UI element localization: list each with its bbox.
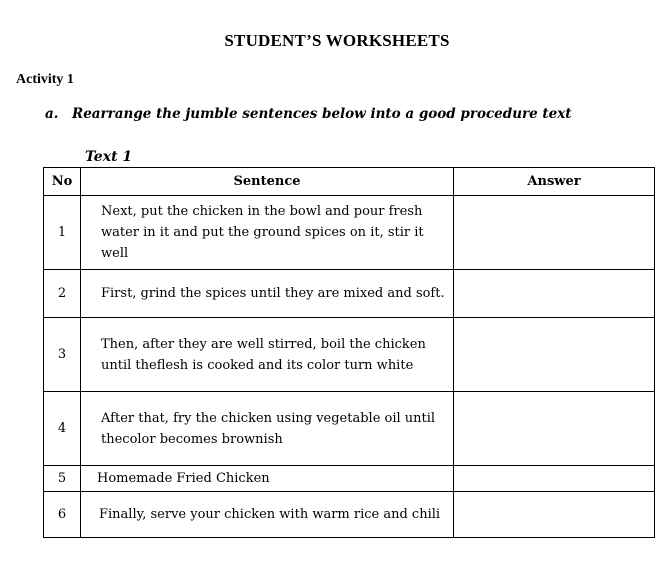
row-number: 4 (44, 392, 81, 466)
row-sentence: First, grind the spices until they are mixed and soft. (81, 270, 454, 318)
row-number: 1 (44, 196, 81, 270)
row-number: 2 (44, 270, 81, 318)
instruction-text: Rearrange the jumble sentences below into a good procedure text (72, 106, 572, 122)
table-header-row (44, 168, 655, 196)
table-row (44, 196, 655, 270)
header-answer: Answer (454, 168, 655, 196)
answer-cell[interactable] (454, 392, 655, 466)
table-row (44, 270, 655, 318)
header-no: No (44, 168, 81, 196)
answer-cell[interactable] (454, 270, 655, 318)
row-sentence: Finally, serve your chicken with warm rice and chili (81, 492, 454, 538)
instruction (45, 106, 572, 122)
worksheet-title: STUDENT’S WORKSHEETS (224, 31, 450, 50)
row-sentence: Then, after they are well stirred, boil the chicken until theflesh is cooked and its color turn white (81, 318, 454, 392)
row-sentence: After that, fry the chicken using vegetable oil until thecolor becomes brownish (81, 392, 454, 466)
row-number: 3 (44, 318, 81, 392)
answer-cell[interactable] (454, 196, 655, 270)
row-sentence: Next, put the chicken in the bowl and pour fresh water in it and put the ground spices on it, stir it well (81, 196, 454, 270)
header-sentence: Sentence (81, 168, 454, 196)
text-label: Text 1 (85, 149, 133, 165)
table-row (44, 318, 655, 392)
row-number: 6 (44, 492, 81, 538)
answer-cell[interactable] (454, 492, 655, 538)
row-number: 5 (44, 466, 81, 492)
activity-heading: Activity 1 (16, 72, 74, 87)
answer-cell[interactable] (454, 466, 655, 492)
table-row (44, 492, 655, 538)
sentence-table (43, 167, 655, 538)
table-row (44, 392, 655, 466)
table-row (44, 466, 655, 492)
instruction-marker: a. (45, 106, 59, 122)
answer-cell[interactable] (454, 318, 655, 392)
row-sentence: Homemade Fried Chicken (81, 466, 454, 492)
